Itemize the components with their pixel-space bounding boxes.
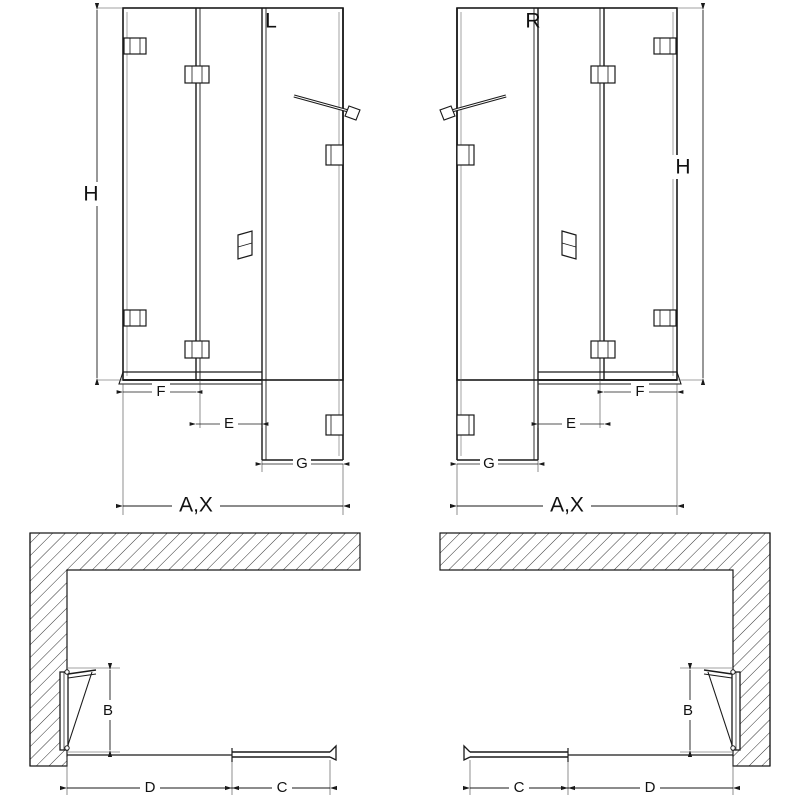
dimension-dc-left: [67, 757, 330, 798]
door-handle: [238, 231, 252, 259]
elevation-left-view: [80, 8, 360, 517]
width-label-left: A,X: [179, 493, 213, 517]
plan-left-view: [30, 533, 360, 798]
dimension-width-right: [457, 384, 677, 517]
wall-hatch-left: [30, 533, 360, 766]
segment-label-c-left: C: [276, 778, 288, 796]
segment-label-d-left: D: [144, 778, 156, 796]
dimension-b-left: [68, 668, 120, 752]
door-handle-right: [562, 231, 576, 259]
elevation-right-view: [440, 8, 703, 517]
variant-title-right: R: [525, 9, 541, 33]
variant-title-left: L: [265, 9, 277, 33]
hinge-mid-bottom-right: [591, 341, 615, 358]
panel-label-g-right: G: [483, 454, 495, 472]
hinge-mid-bottom: [185, 341, 209, 358]
hinge-left-bottom: [124, 310, 146, 326]
height-label-left: H: [83, 182, 99, 206]
stabilizer-bar-right: [440, 96, 506, 120]
hinge-mid-top: [185, 66, 209, 83]
dimension-b-right: [678, 668, 732, 752]
dimension-cd-right: [470, 757, 733, 798]
panel-label-e-right: E: [565, 414, 577, 432]
dimension-height-left: [80, 8, 123, 380]
hinge-right-bottom: [654, 310, 676, 326]
dimension-width-left: [123, 384, 343, 517]
panel-dimensions-right: [457, 380, 677, 474]
wall-bracket-top-left: [457, 145, 474, 165]
wall-bracket-bottom-right: [326, 415, 343, 435]
hinge-left-top: [124, 38, 146, 54]
panel-label-e-left: E: [223, 414, 235, 432]
segment-label-c-right: C: [513, 778, 525, 796]
hinge-mid-top-right: [591, 66, 615, 83]
panel-label-g-left: G: [296, 454, 308, 472]
hinge-right-top: [654, 38, 676, 54]
panel-label-f-left: F: [156, 382, 166, 400]
door-leaf-plan-left: [60, 670, 96, 750]
wall-bracket-top-right: [326, 145, 343, 165]
depth-label-b-left: B: [102, 701, 114, 719]
width-label-right: A,X: [550, 493, 584, 517]
depth-label-b-right: B: [682, 701, 694, 719]
stabilizer-bar: [294, 96, 360, 120]
wall-bracket-bottom-left: [457, 415, 474, 435]
plan-right-view: [440, 533, 770, 798]
segment-label-d-right: D: [644, 778, 656, 796]
height-label-right: H: [675, 155, 691, 179]
panel-dimensions-left: [123, 380, 343, 474]
wall-hatch-right: [440, 533, 770, 766]
door-leaf-plan-right: [704, 670, 740, 750]
panel-label-f-right: F: [635, 382, 645, 400]
